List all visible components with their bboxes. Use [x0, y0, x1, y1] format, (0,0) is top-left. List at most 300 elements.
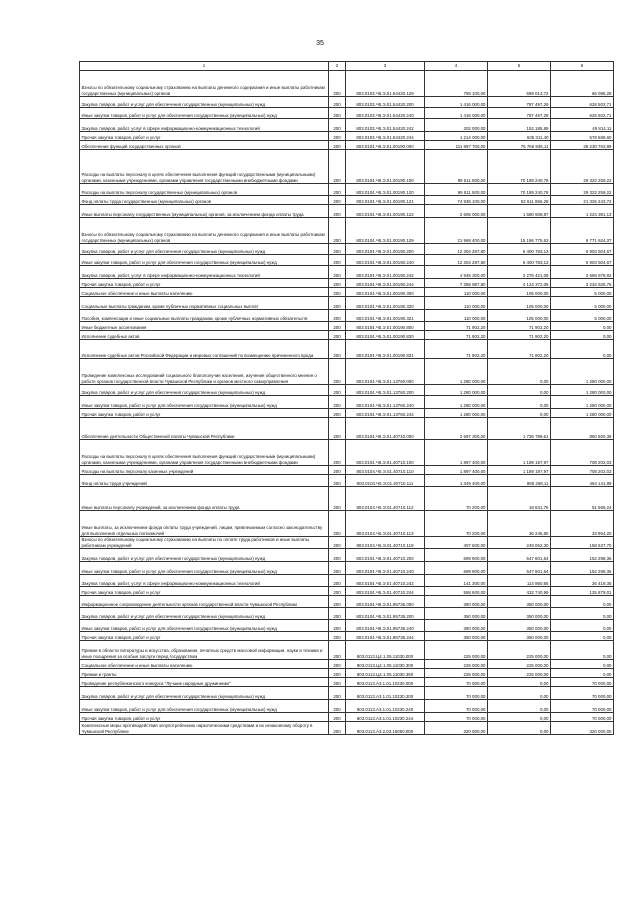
row-unexecuted-amount: 0,00	[551, 331, 614, 340]
row-admin-code: 200	[329, 184, 346, 196]
row-executed-amount: 0,00	[488, 385, 551, 396]
row-description: Пособия, компенсации и иные социальные выплаты гражданам, кроме публичных нормативных обязательств	[80, 310, 329, 322]
table-row	[80, 244, 614, 255]
row-approved-amount: 141 300,00	[425, 575, 488, 587]
row-approved-amount: 1 897 400,00	[425, 440, 488, 466]
row-budget-code: 803.0113.А3.1.01.10230.200	[346, 687, 425, 700]
row-budget-code: 803.0104.Ч5.Э.01.40710.113	[346, 511, 425, 537]
row-description: Прочая закупка товаров, работ и услуг	[80, 132, 329, 141]
row-description: Иные бюджетные ассигнования	[80, 322, 329, 331]
column-header-6: 6	[551, 62, 614, 71]
row-admin-code: 200	[329, 205, 346, 218]
row-unexecuted-amount: 5 903 504,67	[551, 244, 614, 255]
row-admin-code: 200	[329, 700, 346, 713]
row-description: Иные выплаты персоналу государственных (муниципальных) органов, за исключением фонда оплаты труда	[80, 205, 329, 218]
table-row	[80, 132, 614, 141]
row-approved-amount: 2 597 300,00	[425, 418, 488, 440]
row-unexecuted-amount: 0,00	[551, 340, 614, 359]
table-row	[80, 700, 614, 713]
row-admin-code: 200	[329, 562, 346, 575]
row-description: Фонд оплаты труда государственных (муниципальных) органов	[80, 196, 329, 205]
row-description: Закупка товаров, работ, услуг в сфере информационно-коммуникационных технологий	[80, 575, 329, 587]
row-approved-amount: 225 000,00	[425, 669, 488, 678]
row-budget-code: 803.0113.Ц4.1.05.11030.300	[346, 660, 425, 669]
row-approved-amount: 699 900,00	[425, 562, 488, 575]
row-unexecuted-amount: 33 954,20	[551, 511, 614, 537]
row-unexecuted-amount: 1 280 000,00	[551, 409, 614, 418]
table-row	[80, 487, 614, 511]
row-unexecuted-amount: 5 903 504,67	[551, 255, 614, 266]
row-unexecuted-amount: 860 500,39	[551, 418, 614, 440]
table-row	[80, 549, 614, 562]
row-budget-code: 803.0104.Ч5.Э.01.40710.244	[346, 587, 425, 596]
row-admin-code: 200	[329, 108, 346, 119]
row-admin-code: 200	[329, 340, 346, 359]
row-description: Информационное сопровождение деятельности органов государственной власти Чувашской Республики	[80, 596, 329, 608]
row-admin-code: 200	[329, 141, 346, 150]
row-approved-amount: 1 349 400,00	[425, 475, 488, 487]
table-row	[80, 713, 614, 722]
row-unexecuted-amount: 125 879,01	[551, 587, 614, 596]
row-description: Обеспечение деятельности Общественной палаты Чувашской Республики	[80, 418, 329, 440]
row-description: Расходы на выплаты персоналу казенных учреждений	[80, 466, 329, 475]
row-description: Иные закупки товаров, работ и услуг для обеспечения государственных (муниципальных) нужд	[80, 562, 329, 575]
row-admin-code: 200	[329, 288, 346, 297]
table-row	[80, 119, 614, 132]
row-admin-code: 200	[329, 297, 346, 310]
row-executed-amount: 635 311,40	[488, 132, 551, 141]
table-row	[80, 255, 614, 266]
row-unexecuted-amount: 320 000,00	[551, 722, 614, 735]
table-row	[80, 466, 614, 475]
row-executed-amount: 547 601,64	[488, 562, 551, 575]
row-executed-amount: 4 124 372,05	[488, 279, 551, 288]
table-row	[80, 475, 614, 487]
row-description: Иные закупки товаров, работ и услуг для обеспечения государственных (муниципальных) нужд	[80, 396, 329, 409]
row-admin-code: 200	[329, 440, 346, 466]
row-approved-amount: 7 358 987,80	[425, 279, 488, 288]
row-budget-code: 803.0104.Ч5.Э.01.40710.100	[346, 440, 425, 466]
table-row	[80, 71, 614, 97]
row-executed-amount: 0,00	[488, 713, 551, 722]
row-admin-code: 200	[329, 119, 346, 132]
row-budget-code: 803.0104.Ч5.Э.01.13760.200	[346, 385, 425, 396]
table-row	[80, 150, 614, 184]
row-description: Закупка товаров, работ и услуг для обеспечения государственных (муниципальных) нужд	[80, 687, 329, 700]
table-row	[80, 141, 614, 150]
table-row	[80, 97, 614, 108]
row-description: Прочая закупка товаров, работ и услуг	[80, 587, 329, 596]
row-description: Взносы по обязательному социальному страхованию на выплаты по оплате труда работников и иные выплаты работникам учреждений	[80, 537, 329, 549]
row-budget-code: 803.0104.Ч5.Э.01.00190.242	[346, 266, 425, 279]
row-admin-code: 200	[329, 359, 346, 385]
row-description: Закупка товаров, работ и услуг для обеспечения государственных (муниципальных) нужд	[80, 97, 329, 108]
row-executed-amount: 0,00	[488, 722, 551, 735]
row-description: Исполнение судебных актов	[80, 331, 329, 340]
row-executed-amount: 152 185,89	[488, 119, 551, 132]
row-unexecuted-amount: 0,00	[551, 596, 614, 608]
row-admin-code: 200	[329, 255, 346, 266]
row-description: Взносы по обязательному социальному страхованию на выплаты денежного содержания и иные выплаты работникам государственных (муниципальных) органов	[80, 218, 329, 244]
row-budget-code: 803.0104.Ч5.Э.01.00190.000	[346, 141, 425, 150]
row-admin-code: 200	[329, 244, 346, 255]
row-unexecuted-amount: 5 000,00	[551, 297, 614, 310]
row-executed-amount: 71 902,20	[488, 322, 551, 331]
row-executed-amount: 70 189 240,78	[488, 150, 551, 184]
row-approved-amount: 1 280 000,00	[425, 359, 488, 385]
column-header-1: 1	[80, 62, 329, 71]
row-budget-code: 803.0104.Ч5.Э.01.13760.244	[346, 409, 425, 418]
table-row	[80, 322, 614, 331]
table-row	[80, 722, 614, 735]
table-row	[80, 678, 614, 687]
row-admin-code: 200	[329, 466, 346, 475]
row-budget-code: 803.0104.Ч5.Э.01.00190.100	[346, 150, 425, 184]
row-approved-amount: 350 000,00	[425, 608, 488, 620]
row-admin-code: 200	[329, 266, 346, 279]
row-approved-amount: 225 000,00	[425, 641, 488, 660]
row-budget-code: 803.0104.Ч5.Э.01.95735.200	[346, 608, 425, 620]
row-unexecuted-amount: 0,00	[551, 660, 614, 669]
row-approved-amount: 1 897 400,00	[425, 466, 488, 475]
row-description: Закупка товаров, работ и услуг для обеспечения государственных (муниципальных) нужд	[80, 608, 329, 620]
row-approved-amount: 110 000,00	[425, 310, 488, 322]
table-row	[80, 660, 614, 669]
row-executed-amount: 547 601,64	[488, 549, 551, 562]
row-description: Расходы на выплаты персоналу в целях обеспечения выполнения функций государственными (муниципальными) органами, казенными учреждениями, органами управления государственными внебюджетными фондами	[80, 150, 329, 184]
row-unexecuted-amount: 152 298,36	[551, 562, 614, 575]
row-executed-amount: 350 000,00	[488, 608, 551, 620]
row-description: Закупка товаров, работ, услуг в сфере информационно-коммуникационных технологий	[80, 119, 329, 132]
row-executed-amount: 0,00	[488, 700, 551, 713]
row-executed-amount: 225 000,00	[488, 660, 551, 669]
row-description: Прочая закупка товаров, работ и услуг	[80, 713, 329, 722]
row-unexecuted-amount: 5 000,00	[551, 310, 614, 322]
row-admin-code: 200	[329, 487, 346, 511]
row-unexecuted-amount: 66 086,28	[551, 71, 614, 97]
row-approved-amount: 202 000,00	[425, 119, 488, 132]
row-description: Премии в области литературы и искусства, образования, печатных средств массовой информации, науки и техники и иные поощрения за особые заслуги перед государством	[80, 641, 329, 660]
row-description: Иные закупки товаров, работ и услуг для обеспечения государственных (муниципальных) нужд	[80, 108, 329, 119]
row-description: Взносы по обязательному социальному страхованию на выплаты денежного содержания и иные выплаты работникам государственных (муниципальных) органов	[80, 71, 329, 97]
row-unexecuted-amount: 708 202,03	[551, 466, 614, 475]
row-unexecuted-amount: 1 280 000,00	[551, 359, 614, 385]
row-budget-code: 803.0104.Ч5.Э.01.95735.240	[346, 620, 425, 632]
row-admin-code: 200	[329, 385, 346, 396]
table-row	[80, 537, 614, 549]
row-description: Прочая закупка товаров, работ и услуг	[80, 632, 329, 641]
row-unexecuted-amount: 2 668 878,92	[551, 266, 614, 279]
row-description: Закупка товаров, работ и услуг для обеспечения государственных (муниципальных) нужд	[80, 549, 329, 562]
row-executed-amount: 432 740,99	[488, 587, 551, 596]
table-row	[80, 620, 614, 632]
row-budget-code: 803.0104.Ч5.Э.01.13760.240	[346, 396, 425, 409]
row-approved-amount: 407 600,00	[425, 537, 488, 549]
row-unexecuted-amount: 70 000,00	[551, 687, 614, 700]
page-number: 35	[316, 40, 324, 47]
row-approved-amount: 70 000,00	[425, 678, 488, 687]
row-executed-amount: 0,00	[488, 359, 551, 385]
row-executed-amount: 6 400 783,13	[488, 244, 551, 255]
row-executed-amount: 36 245,80	[488, 511, 551, 537]
row-admin-code: 200	[329, 722, 346, 735]
row-description: Иные закупки товаров, работ и услуг для обеспечения государственных (муниципальных) нужд	[80, 700, 329, 713]
row-approved-amount: 74 936 100,00	[425, 196, 488, 205]
row-admin-code: 200	[329, 418, 346, 440]
row-budget-code: 803.0103.Ч5.Э.01.54420.129	[346, 71, 425, 97]
row-approved-amount: 320 000,00	[425, 722, 488, 735]
row-executed-amount: 0,00	[488, 678, 551, 687]
row-description: Закупка товаров, работ, услуг в сфере информационно-коммуникационных технологий	[80, 266, 329, 279]
row-executed-amount: 350 000,00	[488, 632, 551, 641]
table-row	[80, 331, 614, 340]
row-approved-amount: 558 600,00	[425, 587, 488, 596]
row-budget-code: 803.0104.Ч5.Э.01.40710.240	[346, 562, 425, 575]
row-unexecuted-amount: 708 202,03	[551, 440, 614, 466]
row-budget-code: 803.0104.Ч5.Э.01.00190.800	[346, 322, 425, 331]
row-executed-amount: 53 611 856,28	[488, 196, 551, 205]
row-budget-code: 803.0103.Ч5.Э.01.54420.240	[346, 108, 425, 119]
row-budget-code: 803.0104.Ч5.Э.01.95735.000	[346, 596, 425, 608]
row-unexecuted-amount: 625 502,71	[551, 108, 614, 119]
table-row	[80, 266, 614, 279]
row-approved-amount: 755 100,00	[425, 71, 488, 97]
row-executed-amount: 18 631,76	[488, 487, 551, 511]
row-approved-amount: 12 304 287,80	[425, 255, 488, 266]
table-row	[80, 218, 614, 244]
row-unexecuted-amount: 70 000,00	[551, 700, 614, 713]
column-number-row	[80, 62, 614, 71]
table-row	[80, 108, 614, 119]
row-description: Проведение комплексных исследований социального благополучия населения, изучения общественного мнения о работе органов государственной власти Чувашской Республики и органов местного самоуправления	[80, 359, 329, 385]
row-admin-code: 200	[329, 575, 346, 587]
row-budget-code: 803.0104.Ч5.Э.01.00190.120	[346, 184, 425, 196]
row-approved-amount: 4 945 300,00	[425, 266, 488, 279]
table-row	[80, 641, 614, 660]
row-executed-amount: 2 276 421,08	[488, 266, 551, 279]
row-executed-amount: 0,00	[488, 409, 551, 418]
row-admin-code: 200	[329, 511, 346, 537]
row-description: Премии и гранты	[80, 669, 329, 678]
table-row	[80, 511, 614, 537]
row-description: Проведение республиканского конкурса "Лучшие народные дружинники"	[80, 678, 329, 687]
table-row	[80, 440, 614, 466]
row-approved-amount: 70 200,00	[425, 487, 488, 511]
row-unexecuted-amount: 49 814,11	[551, 119, 614, 132]
row-budget-code: 803.0113.А3.1.01.10230.244	[346, 713, 425, 722]
row-budget-code: 803.0103.Ч5.Э.01.54420.244	[346, 132, 425, 141]
row-approved-amount: 1 416 000,00	[425, 108, 488, 119]
row-admin-code: 200	[329, 713, 346, 722]
table-row	[80, 288, 614, 297]
row-admin-code: 200	[329, 475, 346, 487]
row-description: Прочая закупка товаров, работ и услуг	[80, 409, 329, 418]
row-description: Социальные выплаты гражданам, кроме публичных нормативных социальных выплат	[80, 297, 329, 310]
row-admin-code: 200	[329, 396, 346, 409]
row-executed-amount: 1 736 799,61	[488, 418, 551, 440]
row-budget-code: 803.0104.Ч5.Э.01.00190.321	[346, 310, 425, 322]
row-unexecuted-amount: 464 141,89	[551, 475, 614, 487]
table-row	[80, 596, 614, 608]
row-approved-amount: 1 280 000,00	[425, 409, 488, 418]
table-row	[80, 396, 614, 409]
row-executed-amount: 350 000,00	[488, 620, 551, 632]
row-unexecuted-amount: 0,00	[551, 669, 614, 678]
row-executed-amount: 225 000,00	[488, 669, 551, 678]
row-budget-code: 803.0113.А3.1.01.10230.240	[346, 700, 425, 713]
row-admin-code: 200	[329, 687, 346, 700]
row-admin-code: 200	[329, 669, 346, 678]
row-unexecuted-amount: 0,00	[551, 620, 614, 632]
row-admin-code: 200	[329, 678, 346, 687]
table-row	[80, 409, 614, 418]
row-approved-amount: 99 511 500,00	[425, 184, 488, 196]
row-admin-code: 200	[329, 620, 346, 632]
row-admin-code: 200	[329, 409, 346, 418]
row-description: Фонд оплаты труда учреждений	[80, 475, 329, 487]
row-description: Исполнение судебных актов Российской Федерации и мировых соглашений по возмещению причиненного вреда	[80, 340, 329, 359]
row-unexecuted-amount: 26 419,35	[551, 575, 614, 587]
row-admin-code: 200	[329, 549, 346, 562]
row-executed-amount: 70 189 240,78	[488, 184, 551, 196]
row-description: Комплексные меры противодействия злоупотреблению наркотическими средствами и их незаконному обороту в Чувашской Республике	[80, 722, 329, 735]
row-executed-amount: 787 497,29	[488, 97, 551, 108]
row-description: Закупка товаров, работ и услуг для обеспечения государственных (муниципальных) нужд	[80, 244, 329, 255]
row-unexecuted-amount: 1 224 391,13	[551, 205, 614, 218]
row-budget-code: 803.0104.Ч5.Э.01.00190.300	[346, 288, 425, 297]
row-executed-amount: 0,00	[488, 687, 551, 700]
row-approved-amount: 21 968 400,00	[425, 218, 488, 244]
row-approved-amount: 71 902,20	[425, 322, 488, 331]
row-executed-amount: 105 000,00	[488, 288, 551, 297]
row-unexecuted-amount: 5 000,00	[551, 288, 614, 297]
row-executed-amount: 105 000,00	[488, 310, 551, 322]
row-approved-amount: 71 902,20	[425, 331, 488, 340]
row-approved-amount: 350 000,00	[425, 632, 488, 641]
row-executed-amount: 1 580 608,87	[488, 205, 551, 218]
row-approved-amount: 350 000,00	[425, 620, 488, 632]
row-admin-code: 200	[329, 331, 346, 340]
row-budget-code: 803.0104.Ч5.Э.01.00190.830	[346, 331, 425, 340]
row-budget-code: 803.0104.Ч5.Э.01.00190.200	[346, 244, 425, 255]
row-executed-amount: 71 902,20	[488, 331, 551, 340]
row-unexecuted-amount: 70 000,00	[551, 713, 614, 722]
row-approved-amount: 70 000,00	[425, 700, 488, 713]
row-admin-code: 200	[329, 322, 346, 331]
table-row	[80, 196, 614, 205]
row-admin-code: 200	[329, 310, 346, 322]
row-admin-code: 200	[329, 660, 346, 669]
row-unexecuted-amount: 21 326 243,72	[551, 196, 614, 205]
row-executed-amount: 350 000,00	[488, 596, 551, 608]
row-budget-code: 803.0104.Ч5.Э.01.40710.112	[346, 487, 425, 511]
table-row	[80, 608, 614, 620]
row-description: Расходы на выплаты персоналу в целях обеспечения выполнения функций государственными (муниципальными) органами, казенными учреждениями, органами управления государственными внебюджетными фондами	[80, 440, 329, 466]
row-approved-amount: 1 416 000,00	[425, 97, 488, 108]
row-unexecuted-amount: 0,00	[551, 632, 614, 641]
column-header-2: 2	[329, 62, 346, 71]
row-approved-amount: 1 214 000,00	[425, 132, 488, 141]
table-row	[80, 575, 614, 587]
budget-execution-table	[79, 61, 614, 735]
table-row	[80, 184, 614, 196]
row-description: Социальное обеспечение и иные выплаты населению	[80, 660, 329, 669]
table-row	[80, 587, 614, 596]
row-approved-amount: 1 280 000,00	[425, 396, 488, 409]
row-budget-code: 803.0104.Ч5.Э.01.00190.831	[346, 340, 425, 359]
row-admin-code: 200	[329, 279, 346, 288]
row-budget-code: 803.0113.А3.1.01.10230.000	[346, 678, 425, 687]
row-admin-code: 200	[329, 587, 346, 596]
table-row	[80, 310, 614, 322]
row-budget-code: 803.0104.Ч5.Э.01.95735.244	[346, 632, 425, 641]
row-description: Иные закупки товаров, работ и услуг для обеспечения государственных (муниципальных) нужд	[80, 620, 329, 632]
row-executed-amount: 105 000,00	[488, 297, 551, 310]
row-admin-code: 200	[329, 196, 346, 205]
row-approved-amount: 12 304 287,80	[425, 244, 488, 255]
row-admin-code: 200	[329, 608, 346, 620]
row-budget-code: 803.0104.Ч5.Э.01.13760.000	[346, 359, 425, 385]
row-budget-code: 803.0104.Ч5.Э.01.40710.242	[346, 575, 425, 587]
row-approved-amount: 70 000,00	[425, 713, 488, 722]
row-budget-code: 803.0104.Ч5.Э.01.40710.119	[346, 537, 425, 549]
row-budget-code: 803.0104.Ч5.Э.01.00190.122	[346, 205, 425, 218]
row-executed-amount: 249 062,30	[488, 537, 551, 549]
row-budget-code: 803.0104.Ч5.Э.01.40710.200	[346, 549, 425, 562]
row-budget-code: 803.0113.А3.2.03.16050.000	[346, 722, 425, 735]
row-budget-code: 803.0104.Ч5.Э.01.00190.320	[346, 297, 425, 310]
row-unexecuted-amount: 0,00	[551, 608, 614, 620]
row-approved-amount: 70 000,00	[425, 687, 488, 700]
table-row	[80, 632, 614, 641]
row-description: Обеспечение функций государственных органов	[80, 141, 329, 150]
row-approved-amount: 111 997 700,00	[425, 141, 488, 150]
row-description: Иные выплаты персоналу учреждений, за исключением фонда оплаты труда	[80, 487, 329, 511]
row-approved-amount: 225 000,00	[425, 660, 488, 669]
row-budget-code: 803.0104.Ч5.Э.01.00190.129	[346, 218, 425, 244]
row-admin-code: 200	[329, 596, 346, 608]
row-approved-amount: 1 280 000,00	[425, 385, 488, 396]
row-description: Расходы на выплаты персоналу государственных (муниципальных) органов	[80, 184, 329, 196]
row-unexecuted-amount: 1 280 000,00	[551, 396, 614, 409]
row-executed-amount: 885 258,11	[488, 475, 551, 487]
row-executed-amount: 787 497,29	[488, 108, 551, 119]
row-unexecuted-amount: 0,00	[551, 322, 614, 331]
row-budget-code: 803.0104.Ч5.Э.01.40710.110	[346, 466, 425, 475]
row-unexecuted-amount: 35 230 763,89	[551, 141, 614, 150]
table-row	[80, 340, 614, 359]
row-budget-code: 803.0103.Ч5.Э.01.54420.242	[346, 119, 425, 132]
row-budget-code: 803.0104.Ч5.Э.01.40710.000	[346, 418, 425, 440]
row-unexecuted-amount: 578 688,60	[551, 132, 614, 141]
table-row	[80, 418, 614, 440]
row-description: Иные закупки товаров, работ и услуг для обеспечения государственных (муниципальных) нужд	[80, 255, 329, 266]
row-unexecuted-amount: 628 502,71	[551, 97, 614, 108]
row-budget-code: 803.0113.Ц4.1.05.11030.000	[346, 641, 425, 660]
row-admin-code: 200	[329, 97, 346, 108]
row-executed-amount: 1 189 197,97	[488, 440, 551, 466]
row-budget-code: 803.0104.Ч5.Э.01.00190.121	[346, 196, 425, 205]
table-row	[80, 385, 614, 396]
row-unexecuted-amount: 3 234 625,75	[551, 279, 614, 288]
row-unexecuted-amount: 1 280 000,00	[551, 385, 614, 396]
row-executed-amount: 6 400 783,13	[488, 255, 551, 266]
row-unexecuted-amount: 70 000,00	[551, 678, 614, 687]
row-description: Прочая закупка товаров, работ и услуг	[80, 279, 329, 288]
row-description: Иные выплаты, за исключением фонда оплаты труда учреждений, лицам, привлекаемым согласно законодательству для выполнения отдельных полномочий	[80, 511, 329, 537]
table-row	[80, 205, 614, 218]
row-unexecuted-amount: 51 568,24	[551, 487, 614, 511]
